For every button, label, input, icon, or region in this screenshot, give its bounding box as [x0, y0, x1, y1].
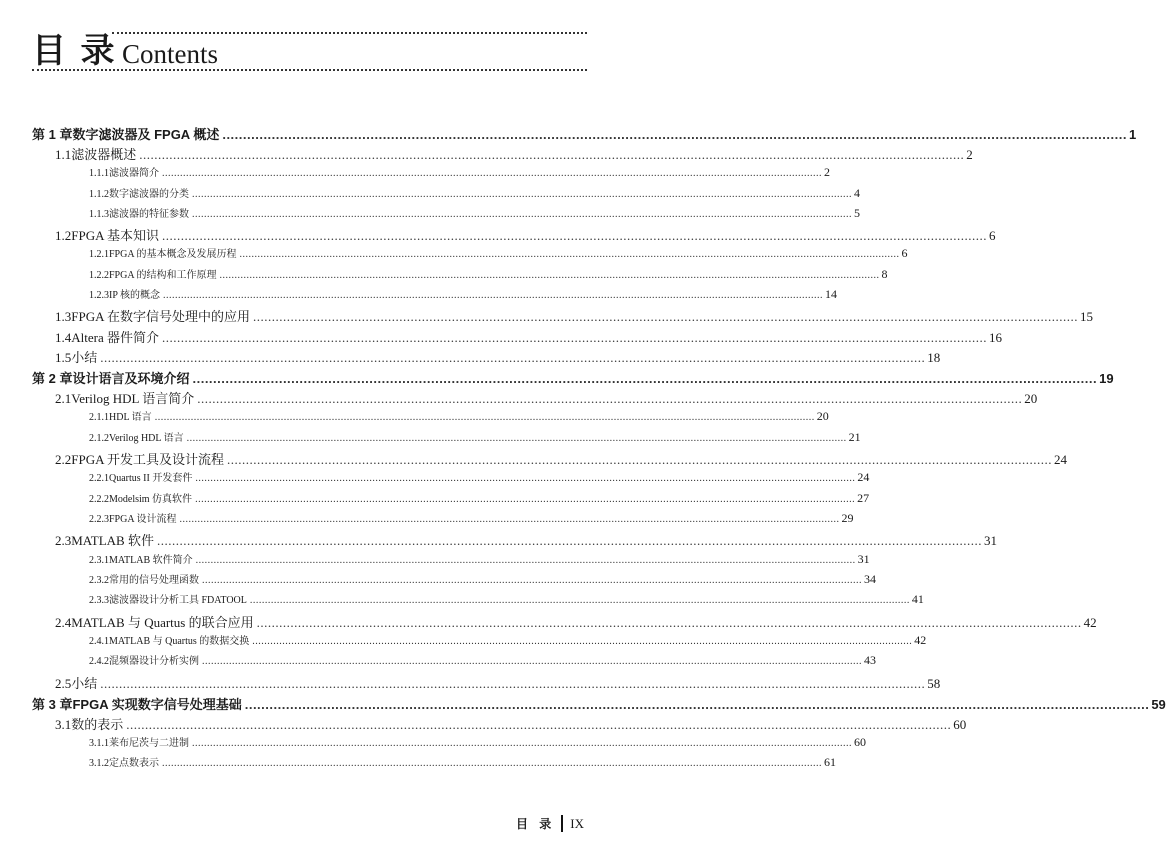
- toc-entry-page: 8: [881, 267, 888, 281]
- toc-entry-title: 定点数表示: [109, 758, 159, 769]
- toc-entry-number: 2.4.1: [89, 636, 109, 647]
- toc-leader-dots: ............................................................................................................................................................................................................................: [195, 555, 856, 566]
- toc-entry-title: IP 核的概念: [109, 290, 161, 301]
- toc-subsection-row[interactable]: [89, 632, 927, 648]
- toc-entry-title: 滤波器的特征参数: [109, 209, 189, 220]
- toc-entry-number: 2.3.2: [89, 575, 109, 586]
- toc-leader-dots: ............................................................................................................................................................................................................................: [126, 717, 952, 732]
- toc-entry-number: 1.1.3: [89, 209, 109, 220]
- toc-entry-page: 1: [1128, 127, 1137, 142]
- toc-subsection-row[interactable]: [89, 164, 830, 180]
- toc-entry-page: 5: [854, 206, 860, 220]
- toc-leader-dots: ............................................................................................................................................................................................................................: [249, 595, 910, 606]
- toc-entry-title: FPGA 实现数字信号处理基础: [72, 697, 242, 712]
- toc-entry-page: 31: [857, 552, 870, 566]
- toc-subsection-row[interactable]: [89, 754, 836, 770]
- toc-entry-number: 2.1: [55, 391, 72, 406]
- toc-entry-page: 42: [1083, 615, 1097, 630]
- toc-entry-page: 4: [854, 186, 860, 200]
- toc-subsection-row[interactable]: [89, 591, 924, 607]
- toc-entry-title: Quartus II 开发套件: [109, 473, 193, 484]
- toc-leader-dots: ............................................................................................................................................................................................................................: [100, 350, 926, 365]
- toc-entry-page: 27: [857, 491, 870, 505]
- toc-subsection-row[interactable]: [89, 571, 876, 587]
- toc-entry-title: FPGA 开发工具及设计流程: [71, 452, 225, 467]
- toc-subsection-row[interactable]: [89, 469, 870, 485]
- toc-entry-title: 数字滤波器及 FPGA 概述: [72, 127, 220, 142]
- toc-leader-dots: ............................................................................................................................................................................................................................: [163, 290, 824, 301]
- toc-entry-number: 第 3 章: [32, 697, 73, 712]
- toc-entry-number: 2.2.3: [89, 514, 109, 525]
- toc-entry-number: 2.4.2: [89, 656, 109, 667]
- toc-section-row[interactable]: [55, 612, 1097, 631]
- toc-entry-title: FPGA 基本知识: [71, 228, 160, 243]
- toc-leader-dots: ............................................................................................................................................................................................................................: [195, 473, 856, 484]
- toc-section-row[interactable]: [55, 347, 941, 366]
- toc-entry-page: 60: [953, 717, 967, 732]
- toc-entry-page: 34: [864, 572, 876, 586]
- toc-leader-dots: ............................................................................................................................................................................................................................: [139, 147, 965, 162]
- toc-chapter-row[interactable]: [32, 694, 1166, 713]
- toc-leader-dots: ............................................................................................................................................................................................................................: [179, 514, 840, 525]
- toc-entry-page: 59: [1151, 697, 1166, 712]
- toc-subsection-row[interactable]: [89, 205, 860, 221]
- toc-subsection-row[interactable]: [89, 286, 838, 302]
- toc-entry-title: FPGA 设计流程: [109, 514, 177, 525]
- toc-leader-dots: ............................................................................................................................................................................................................................: [156, 533, 982, 548]
- toc-entry-number: 2.4: [55, 615, 72, 630]
- toc-entry-number: 第 1 章: [32, 127, 73, 142]
- toc-entry-page: 2: [824, 165, 830, 179]
- toc-entry-page: 14: [825, 287, 838, 301]
- toc-entry-title: 数的表示: [71, 717, 124, 732]
- page-footer: [516, 815, 584, 832]
- toc-leader-dots: ............................................................................................................................................................................................................................: [219, 270, 880, 281]
- toc-leader-dots: ............................................................................................................................................................................................................................: [192, 189, 852, 200]
- toc-entry-title: Altera 器件简介: [71, 330, 159, 345]
- header-bottom-rule: [32, 69, 587, 71]
- toc-entry-title: FPGA 的基本概念及发展历程: [109, 249, 237, 260]
- toc-section-row[interactable]: [55, 714, 967, 733]
- toc-entry-title: 小结: [71, 676, 98, 691]
- toc-leader-dots: ............................................................................................................................................................................................................................: [195, 494, 856, 505]
- toc-entry-title: Verilog HDL 语言简介: [71, 391, 195, 406]
- toc-entry-number: 1.1.1: [89, 168, 109, 179]
- toc-entry-number: 1.2: [55, 228, 72, 243]
- toc-entry-title: MATLAB 与 Quartus 的联合应用: [71, 615, 254, 630]
- toc-entry-number: 1.2.3: [89, 290, 109, 301]
- toc-section-row[interactable]: [55, 225, 996, 244]
- toc-subsection-row[interactable]: [89, 429, 861, 445]
- toc-entry-title: 滤波器简介: [109, 168, 159, 179]
- toc-leader-dots: ............................................................................................................................................................................................................................: [161, 330, 987, 345]
- toc-subsection-row[interactable]: [89, 245, 908, 261]
- toc-entry-page: 20: [1024, 391, 1038, 406]
- toc-entry-number: 2.3: [55, 533, 72, 548]
- toc-entry-page: 41: [911, 592, 924, 606]
- footer-divider: [561, 815, 563, 832]
- toc-entry-number: 第 2 章: [32, 371, 73, 386]
- toc-entry-title: 设计语言及环境介绍: [72, 371, 190, 386]
- toc-subsection-row[interactable]: [89, 408, 829, 424]
- toc-section-row[interactable]: [55, 306, 1094, 325]
- toc-entry-title: 滤波器概述: [71, 147, 137, 162]
- footer-page-number: IX: [570, 815, 584, 831]
- toc-entry-number: 1.3: [55, 309, 72, 324]
- toc-subsection-row[interactable]: [89, 490, 870, 506]
- toc-entry-number: 3.1: [55, 717, 72, 732]
- toc-subsection-row[interactable]: [89, 510, 854, 526]
- toc-leader-dots: ............................................................................................................................................................................................................................: [256, 615, 1082, 630]
- toc-entry-title: 莱布尼茨与二进制: [109, 738, 189, 749]
- toc-entry-title: MATLAB 软件: [71, 533, 154, 548]
- toc-leader-dots: ............................................................................................................................................................................................................................: [186, 433, 847, 444]
- page-title: 目 录: [32, 33, 118, 70]
- toc-chapter-row[interactable]: [32, 368, 1114, 387]
- toc-leader-dots: ............................................................................................................................................................................................................................: [192, 738, 852, 749]
- toc-subsection-row[interactable]: [89, 551, 870, 567]
- toc-section-row[interactable]: [55, 144, 973, 163]
- toc-subsection-row[interactable]: [89, 734, 866, 750]
- toc-entry-title: 常用的信号处理函数: [109, 575, 199, 586]
- toc-subsection-row[interactable]: [89, 185, 860, 201]
- toc-entry-number: 2.1.1: [89, 412, 109, 423]
- toc-entry-number: 2.1.2: [89, 433, 109, 444]
- toc-entry-number: 1.4: [55, 330, 72, 345]
- toc-entry-title: MATLAB 软件简介: [109, 555, 193, 566]
- toc-leader-dots: ............................................................................................................................................................................................................................: [227, 452, 1053, 467]
- footer-label: 目 录: [515, 817, 556, 831]
- toc-entry-page: 24: [857, 470, 870, 484]
- toc-section-row[interactable]: [55, 673, 941, 692]
- toc-entry-number: 3.1.2: [89, 758, 109, 769]
- toc-entry-page: 19: [1099, 371, 1114, 386]
- toc-leader-dots: ............................................................................................................................................................................................................................: [192, 209, 852, 220]
- toc-entry-page: 20: [816, 409, 829, 423]
- toc-entry-page: 21: [848, 430, 861, 444]
- toc-entry-page: 58: [927, 676, 941, 691]
- toc-entry-page: 60: [854, 735, 866, 749]
- toc-entry-title: Modelsim 仿真软件: [109, 494, 193, 505]
- toc-leader-dots: ............................................................................................................................................................................................................................: [154, 412, 815, 423]
- toc-leader-dots: ............................................................................................................................................................................................................................: [253, 309, 1079, 324]
- toc-entry-page: 6: [989, 228, 996, 243]
- toc-entry-number: 2.2.2: [89, 494, 109, 505]
- toc-entry-title: MATLAB 与 Quartus 的数据交换: [109, 636, 250, 647]
- toc-entry-page: 31: [983, 533, 997, 548]
- toc-entry-page: 42: [914, 633, 927, 647]
- toc-entry-number: 2.2: [55, 452, 72, 467]
- toc-entry-number: 1.2.1: [89, 249, 109, 260]
- page-subtitle: Contents: [122, 39, 219, 69]
- toc-entry-number: 1.1: [55, 147, 72, 162]
- toc-subsection-row[interactable]: [89, 266, 888, 282]
- toc-entry-title: HDL 语言: [109, 412, 152, 423]
- toc-entry-title: 数字滤波器的分类: [109, 189, 189, 200]
- toc-entry-number: 2.3.3: [89, 595, 109, 606]
- toc-entry-number: 1.1.2: [89, 189, 109, 200]
- toc-section-row[interactable]: [55, 388, 1038, 407]
- toc-entry-title: 滤波器设计分析工具 FDATOOL: [109, 595, 247, 606]
- toc-section-row[interactable]: [55, 530, 997, 549]
- toc-entry-page: 15: [1080, 309, 1094, 324]
- toc-entry-title: 混频器设计分析实例: [109, 656, 199, 667]
- toc-entry-title: 小结: [71, 350, 98, 365]
- toc-entry-page: 18: [927, 350, 941, 365]
- toc-section-row[interactable]: [55, 327, 1002, 346]
- toc-entry-page: 2: [966, 147, 973, 162]
- toc-entry-title: FPGA 在数字信号处理中的应用: [71, 309, 251, 324]
- toc-leader-dots: ............................................................................................................................................................................................................................: [197, 391, 1023, 406]
- toc-entry-number: 2.5: [55, 676, 72, 691]
- toc-leader-dots: ............................................................................................................................................................................................................................: [239, 249, 900, 260]
- toc-section-row[interactable]: [55, 449, 1068, 468]
- toc-leader-dots: ............................................................................................................................................................................................................................: [252, 636, 913, 647]
- toc-leader-dots: ............................................................................................................................................................................................................................: [202, 656, 862, 667]
- toc-subsection-row[interactable]: [89, 652, 876, 668]
- toc-leader-dots: ............................................................................................................................................................................................................................: [162, 228, 988, 243]
- toc-leader-dots: ............................................................................................................................................................................................................................: [100, 676, 926, 691]
- toc-entry-number: 3.1.1: [89, 738, 109, 749]
- toc-leader-dots: ............................................................................................................................................................................................................................: [202, 575, 862, 586]
- toc-entry-title: Verilog HDL 语言: [109, 433, 184, 444]
- toc-leader-dots: ............................................................................................................................................................................................................................: [162, 758, 822, 769]
- toc-entry-number: 2.2.1: [89, 473, 109, 484]
- toc-entry-number: 1.2.2: [89, 270, 109, 281]
- toc-entry-page: 61: [824, 755, 836, 769]
- toc-leader-dots: ............................................................................................................................................................................................................................: [162, 168, 822, 179]
- toc-leader-dots: ............................................................................................................................................................................................................................: [192, 371, 1098, 386]
- toc-leader-dots: ............................................................................................................................................................................................................................: [244, 697, 1150, 712]
- toc-entry-page: 43: [864, 653, 876, 667]
- toc-chapter-row[interactable]: [32, 124, 1137, 143]
- toc-entry-page: 6: [901, 246, 908, 260]
- toc-entry-page: 24: [1054, 452, 1068, 467]
- toc-leader-dots: ............................................................................................................................................................................................................................: [222, 127, 1127, 142]
- toc-entry-page: 16: [988, 330, 1002, 345]
- toc-entry-number: 2.3.1: [89, 555, 109, 566]
- toc-entry-number: 1.5: [55, 350, 72, 365]
- toc-entry-page: 29: [841, 511, 854, 525]
- toc-entry-title: FPGA 的结构和工作原理: [109, 270, 217, 281]
- header-top-rule: [112, 32, 587, 34]
